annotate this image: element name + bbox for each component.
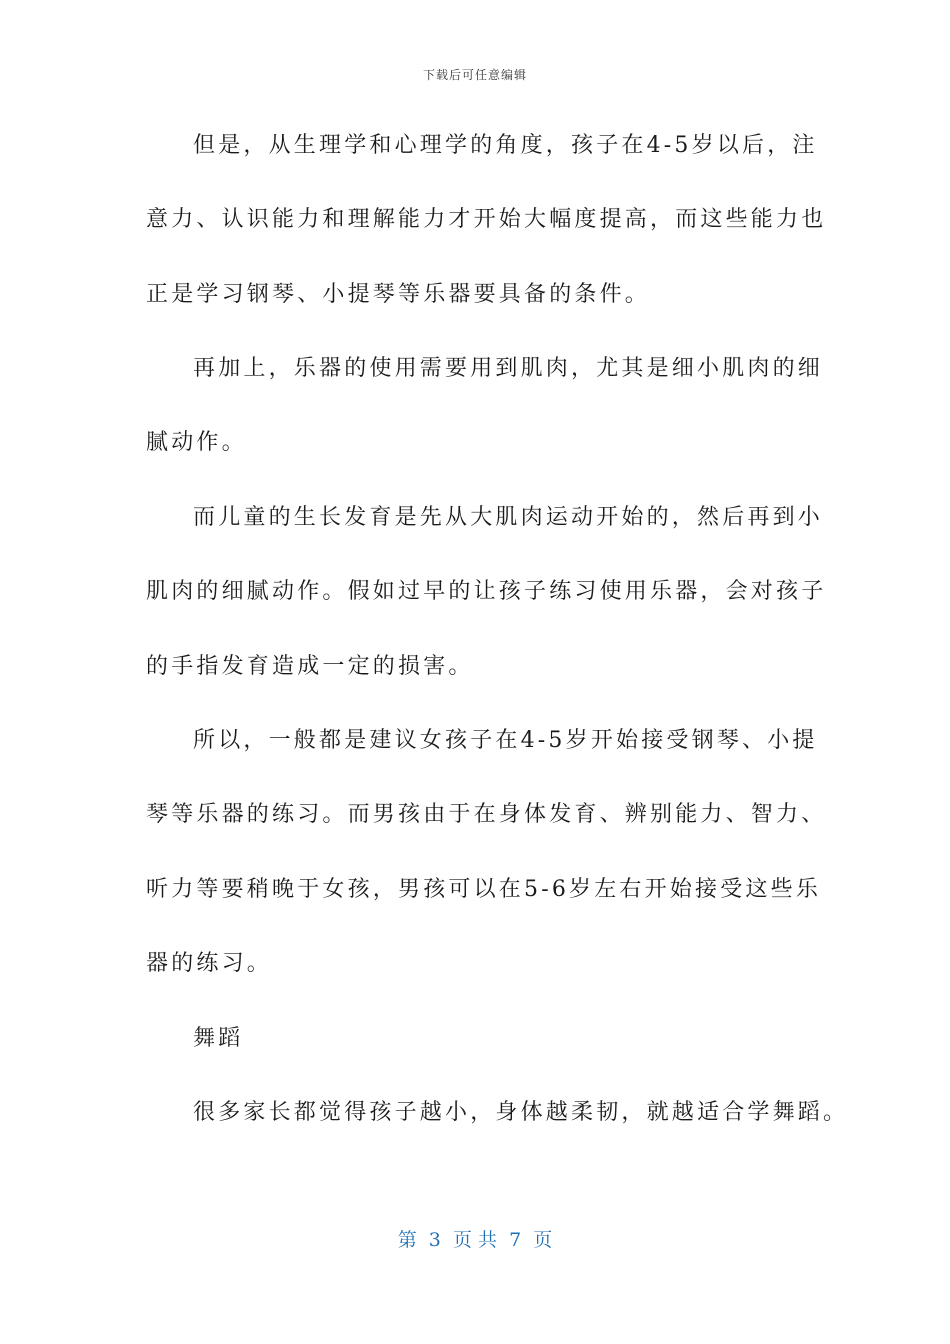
paragraph-line: 器的练习。 bbox=[146, 951, 273, 976]
section-heading: 舞蹈 bbox=[193, 1026, 244, 1051]
header-note: 下载后可任意编辑 bbox=[422, 68, 527, 82]
paragraph-line: 正是学习钢琴、小提琴等乐器要具备的条件。 bbox=[146, 282, 651, 307]
paragraph-line: 的手指发育造成一定的损害。 bbox=[146, 654, 474, 679]
paragraph-line: 腻动作。 bbox=[146, 430, 247, 455]
paragraph-line: 琴等乐器的练习。而男孩由于在身体发育、辨别能力、智力、 bbox=[146, 802, 827, 827]
paragraph-line: 意力、认识能力和理解能力才开始大幅度提高，而这些能力也 bbox=[146, 207, 827, 232]
paragraph-line: 但是，从生理学和心理学的角度，孩子在4-5岁以后，注 bbox=[193, 133, 818, 158]
page-number: 第 3 页 共 7 页 bbox=[397, 1229, 553, 1251]
paragraph-line: 再加上，乐器的使用需要用到肌肉，尤其是细小肌肉的细 bbox=[193, 356, 824, 381]
paragraph-line: 而儿童的生长发育是先从大肌肉运动开始的，然后再到小 bbox=[193, 505, 824, 530]
paragraph-line: 很多家长都觉得孩子越小，身体越柔韧，就越适合学舞蹈。 bbox=[193, 1100, 849, 1125]
paragraph-line: 听力等要稍晚于女孩，男孩可以在5-6岁左右开始接受这些乐 bbox=[146, 877, 822, 902]
paragraph-line: 所以，一般都是建议女孩子在4-5岁开始接受钢琴、小提 bbox=[193, 728, 818, 753]
paragraph-line: 肌肉的细腻动作。假如过早的让孩子练习使用乐器，会对孩子 bbox=[146, 579, 827, 604]
